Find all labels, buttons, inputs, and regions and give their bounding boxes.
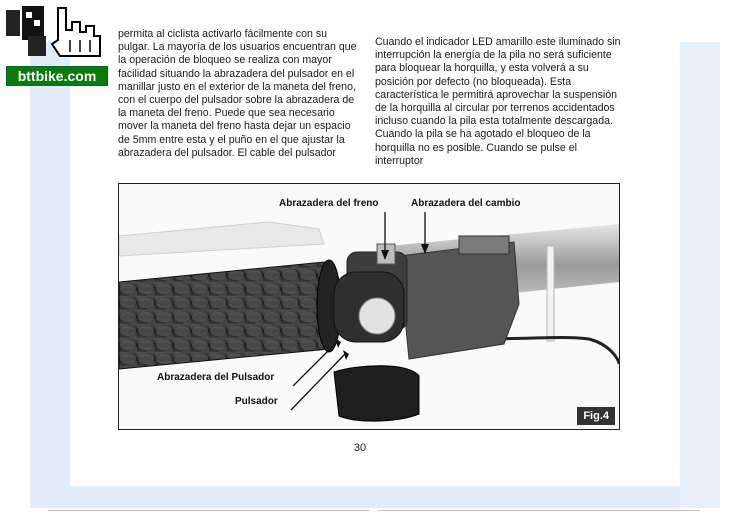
page-background-right: [680, 42, 720, 508]
shift-paddle: [334, 366, 419, 421]
figure-label: Fig.4: [577, 407, 615, 425]
logo-text: bttbike.com: [6, 66, 108, 86]
shifter-body: [399, 242, 519, 359]
text-column-left: [118, 28, 360, 160]
callout-button-clamp: Abrazadera del Pulsador: [157, 372, 275, 383]
callout-shifter-clamp: Abrazadera del cambio: [411, 198, 521, 209]
figure-photo: [118, 183, 620, 430]
site-logo[interactable]: [0, 0, 112, 86]
zip-tie: [547, 246, 554, 341]
button-shape: [359, 298, 395, 334]
page-number: 30: [353, 442, 367, 454]
callout-button: Pulsador: [235, 396, 278, 407]
text-column-right: [375, 36, 625, 168]
document-page: [70, 16, 680, 486]
left-paragraph: permita al ciclista activarlo fácilmente con su pulgar. La mayoría de los usuarios encuentran que la operación de bloqueo se realiza con mayor facilidad situando la abrazadera del pulsador en el manillar justo en el exterior de la maneta del freno, con el cuerpo del pulsador sobre la abrazadera de la maneta del freno. Puede que sea necesario mover la maneta del freno hasta dejar un espacio de 5mm entre esta y el puño en el que ajustar la abrazadera del pulsador. El cable del pulsador: [118, 28, 357, 159]
bottom-divider-left: [48, 510, 370, 511]
hand-cursor-logo-icon: [0, 0, 112, 66]
callout-brake-clamp: Abrazadera del freno: [279, 198, 379, 209]
handlebar-illustration: [119, 184, 619, 429]
bottom-divider-right: [378, 510, 700, 511]
right-paragraph: Cuando el indicador LED amarillo este iluminado sin interrupción la energía de la pila no será suficiente para bloquear la horquilla, y esta volverá a su posición por defecto (no bloqueada). Esta característica le permitirá aprovechar la suspensión de la horquilla al circular por terrenos accidentados incluso cuando la pila esta totalmente descargada. Cuando la pila se ha agotado el bloqueo de la horquilla no es posible. Cuando se pulse el interruptor: [375, 36, 621, 167]
